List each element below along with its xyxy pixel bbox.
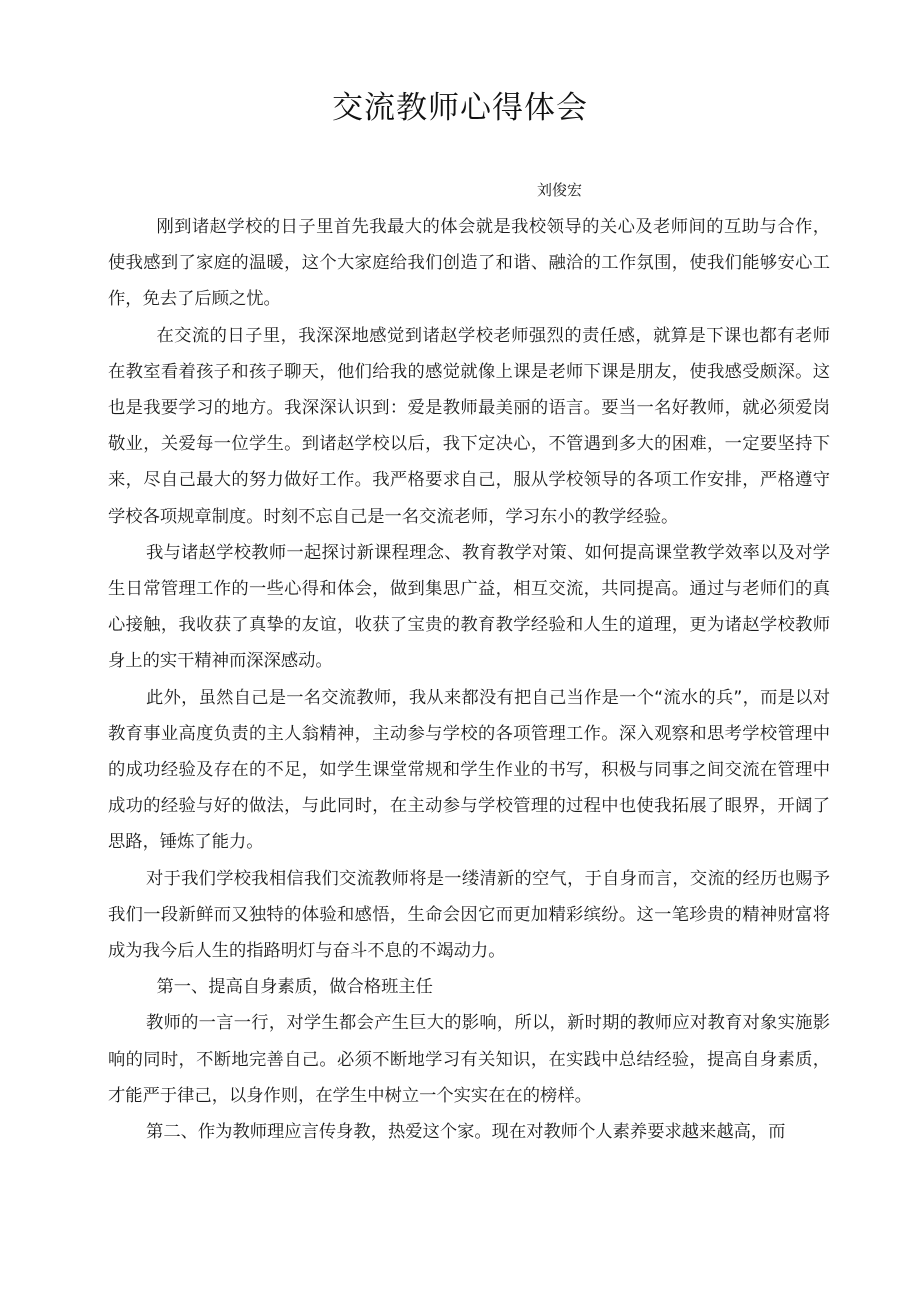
paragraph-7: 第二、作为教师理应言传身教，热爱这个家。现在对教师个人素养要求越来越高，而: [146, 1122, 786, 1143]
document-title: 交流教师心得体会: [332, 90, 588, 126]
paragraph-3: 我与诸赵学校教师一起探讨新课程理念、教育教学对策、如何提高课堂教学效率以及对学生日常管理工作的一些心得和体会，做到集思广益，相互交流，共同提高。通过与老师们的真心接触，我收获了真挚的友谊，收获了宝贵的教育教学经验和人生的道理，更为诸赵学校教师身上的实干精神而深深感动。: [108, 542, 830, 672]
document-body: [108, 209, 830, 1150]
paragraph-6: 教师的一言一行，对学生都会产生巨大的影响，所以，新时期的教师应对教育对象实施影响的同时，不断地完善自己。必须不断地学习有关知识，在实践中总结经验，提高自身素质，才能严于律己，以身作则，在学生中树立一个实实在在的榜样。: [108, 1013, 830, 1106]
paragraph-5: 对于我们学校我相信我们交流教师将是一缕清新的空气，于自身而言，交流的经历也赐予我们一段新鲜而又独特的体验和感悟，生命会因它而更加精彩缤纷。这一笔珍贵的精神财富将成为我今后人生的指路明灯与奋斗不息的不竭动力。: [108, 868, 830, 962]
author-name: 刘俊宏: [537, 181, 583, 199]
section-heading-1: 第一、提高自身素质，做合格班主任: [156, 977, 433, 998]
paragraph-1: 刚到诸赵学校的日子里首先我最大的体会就是我校领导的关心及老师间的互助与合作，使我感到了家庭的温暖，这个大家庭给我们创造了和谐、融洽的工作氛围，使我们能够安心工作，免去了后顾之忧。: [108, 217, 830, 310]
paragraph-2: 在交流的日子里，我深深地感觉到诸赵学校老师强烈的责任感，就算是下课也都有老师在教室看着孩子和孩子聊天，他们给我的感觉就像上课是老师下课是朋友，使我感受颇深。这也是我要学习的地方。我深深认识到：爱是教师最美丽的语言。要当一名好教师，就必须爱岗敬业，关爱每一位学生。到诸赵学校以后，我下定决心，不管遇到多大的困难，一定要坚持下来，尽自己最大的努力做好工作。我严格要求自己，服从学校领导的各项工作安排，严格遵守学校各项规章制度。时刻不忘自己是一名交流老师，学习东小的教学经验。: [108, 325, 830, 527]
paragraph-4: 此外，虽然自己是一名交流教师，我从来都没有把自己当作是一个“流水的兵”，而是以对教育事业高度负责的主人翁精神，主动参与学校的各项管理工作。深入观察和思考学校管理中的成功经验及存在的不足，如学生课堂常规和学生作业的书写，积极与同事之间交流在管理中成功的经验与好的做法，与此同时，在主动参与学校管理的过程中也使我拓展了眼界，开阔了思路，锤炼了能力。: [108, 687, 830, 853]
